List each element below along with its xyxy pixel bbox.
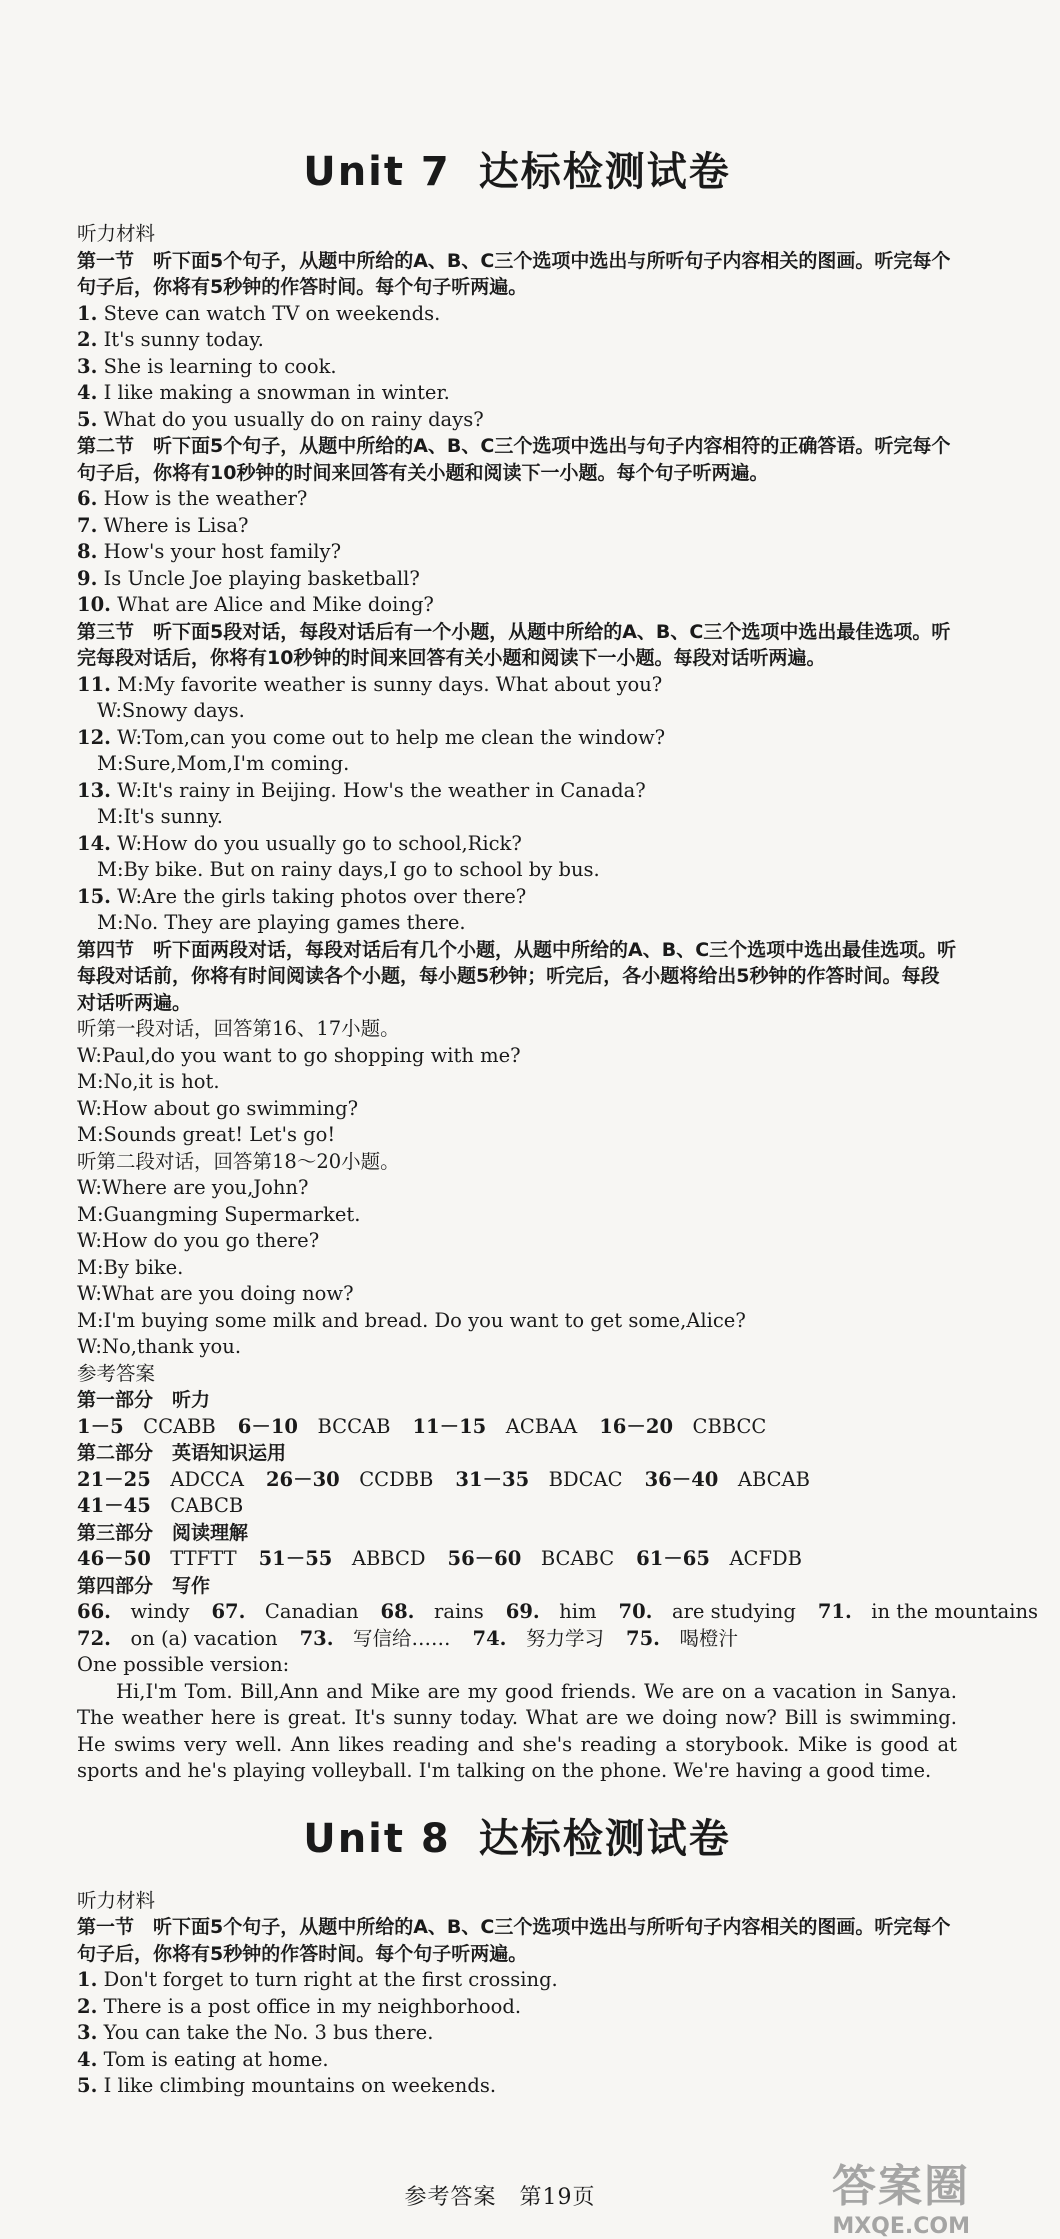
answer-group [448,1547,615,1570]
answer-group [412,1415,577,1438]
answer-value: BCCAB [317,1414,391,1438]
unit8-title-unit: Unit 8 [303,1815,451,1862]
version-label: One possible version: [77,1653,290,1676]
answer-group [238,1415,391,1438]
dialogue-item-line [77,831,957,858]
dialogue-line: M:No,it is hot. [77,1070,220,1093]
dialogue-reply-line: M:Sure,Mom,I'm coming. [97,752,350,775]
answer-value: 努力学习 [525,1626,604,1650]
unit8-listening-label: 听力材料 [77,1888,156,1912]
item-text: It's sunny today. [103,328,264,351]
answer-group [381,1600,484,1623]
item-number: 1. [77,1968,98,1991]
unit7-section2-list [77,486,957,619]
part3-label: 第三部分 阅读理解 [77,1521,249,1544]
dialogue-line: M:Guangming Supermarket. [77,1202,361,1226]
item-number: 1. [77,301,98,325]
item-text: How's your host family? [103,540,342,563]
dialogue-line: M:By bike. [77,1255,184,1279]
answer-group [211,1600,358,1623]
item-number: 3. [77,354,98,378]
numbered-item [77,301,957,328]
unit7-section4-instructions: 第四节 听下面两段对话，每段对话后有几个小题，从题中所给的A、B、C三个选项中选出最佳选项。听每段对话前，你将有时间阅读各个小题，每小题5秒钟；听完后，各小题将给出5秒钟的作答时间。每段对话听两遍。 [77,938,957,1014]
answer-value: ADCCA [170,1467,244,1491]
item-text: W:Are the girls taking photos over there? [117,884,527,908]
item-text: W:Tom,can you come out to help me clean the window? [117,725,666,749]
numbered-item [77,354,957,381]
answer-group [77,1494,243,1517]
answer-range: 61－65 [636,1547,710,1570]
answer-value: BCABC [540,1547,615,1570]
numbered-item [77,327,957,354]
answer-range: 41－45 [77,1494,151,1517]
item-text: I like making a snowman in winter. [103,381,450,404]
answer-range: 21－25 [77,1467,151,1491]
dialogue2-label: 听第二段对话，回答第18～20小题。 [77,1149,400,1173]
item-text: There is a post office in my neighborhood. [103,1994,522,2018]
answer-group [266,1468,433,1491]
answer-value: windy [130,1600,190,1623]
answer-group [300,1627,451,1650]
essay-paragraph: Hi,I'm Tom. Bill,Ann and Mike are my good friends. We are on a vacation in Sanya. The weather here is great. It's sunny today. What are we doing now? Bill is swimming. He swims very well. Ann likes reading and she's reading a storybook. Mike is good at sports and he's playing volleyball. I'm talking on the phone. We're having a good time. [77,1679,957,1782]
dialogue-reply-line: M:By bike. But on rainy days,I go to school by bus. [97,858,600,881]
part4-label: 第四部分 写作 [77,1574,211,1597]
page-footer: 参考答案 第19页 [404,2185,596,2210]
answer-group [77,1547,237,1570]
answer-value: BDCAC [548,1467,623,1491]
item-text: I like climbing mountains on weekends. [103,2074,497,2097]
item-number: 11. [77,672,111,696]
part3-answers [77,1546,957,1573]
dialogue1-lines [77,1043,957,1149]
answer-group [636,1547,802,1570]
page-content [77,140,1039,2100]
dialogue-item-line [77,725,957,752]
answer-value: CCDBB [359,1467,434,1491]
item-text: Tom is eating at home. [103,2047,329,2071]
dialogue2-lines [77,1175,957,1361]
answer-value: CBBCC [692,1414,767,1438]
part4-answers-row2 [77,1626,957,1653]
numbered-item [77,486,957,513]
part2-answers-row2 [77,1493,957,1520]
dialogue-item-line [77,672,957,699]
unit7-title-text: 达标检测试卷 [478,149,731,195]
unit7-section1-instructions: 第一节 听下面5个句子，从题中所给的A、B、C三个选项中选出与所听句子内容相关的图画。听完每个句子后，你将有5秒钟的作答时间。每个句子听两遍。 [77,249,951,298]
item-number: 9. [77,566,98,590]
answer-range: 67. [211,1600,246,1623]
watermark-text: 答案圈 [832,2161,970,2212]
item-number: 4. [77,2047,98,2071]
numbered-item [77,380,957,407]
item-number: 14. [77,831,111,855]
dialogue-line: W:Paul,do you want to go shopping with me? [77,1043,521,1067]
item-text: Don't forget to turn right at the first crossing. [103,1968,558,1991]
item-text: W:It's rainy in Beijing. How's the weather in Canada? [117,778,646,802]
part1-answers [77,1414,957,1441]
item-number: 4. [77,381,98,404]
part2-label: 第二部分 英语知识运用 [77,1442,287,1464]
numbered-item [77,407,957,434]
dialogue-reply-line: M:It's sunny. [97,805,223,828]
item-text: Steve can watch TV on weekends. [103,301,441,325]
answer-range: 51－55 [258,1547,333,1570]
answer-value: ACFDB [729,1547,802,1570]
answer-value: ACBAA [505,1414,578,1438]
dialogue1-label: 听第一段对话，回答第16、17小题。 [77,1017,400,1040]
answer-range: 66. [77,1600,111,1623]
answer-value: TTFTT [170,1547,237,1570]
item-number: 15. [77,884,111,908]
numbered-item [77,513,957,540]
answer-group [599,1415,766,1438]
answer-group [259,1547,426,1570]
answer-range: 74. [472,1626,507,1650]
unit7-section3-list [77,672,957,937]
item-number: 2. [77,1994,98,2018]
dialogue-line: M:Sounds great! Let's go! [77,1123,336,1146]
unit8-section1-list [77,1967,957,2100]
answer-range: 69. [505,1600,540,1623]
item-number: 8. [77,540,98,563]
answer-group [626,1627,738,1650]
answer-group [645,1468,810,1491]
answer-range: 70. [618,1600,653,1623]
item-text: W:How do you usually go to school,Rick? [117,831,522,855]
item-text: Is Uncle Joe playing basketball? [103,566,420,590]
answer-range: 72. [77,1626,111,1650]
answer-range: 46－50 [77,1547,151,1570]
dialogue-line: W:Where are you,John? [77,1176,309,1199]
watermark-logo [770,2150,970,2239]
unit8-title [77,1807,957,1864]
dialogue-line: W:What are you doing now? [77,1282,354,1305]
dialogue-line: W:How do you go there? [77,1229,320,1252]
answer-value: 写信给…… [353,1626,451,1650]
dialogue-reply-line: W:Snowy days. [97,699,245,722]
answer-group [619,1600,796,1623]
answer-range: 75. [626,1626,660,1650]
answer-range: 16－20 [599,1414,674,1438]
answer-range: 26－30 [265,1467,340,1491]
answer-value: are studying [671,1600,796,1623]
item-number: 13. [77,778,111,802]
part2-answers-row1 [77,1467,957,1494]
answer-value: 喝橙汁 [679,1626,738,1650]
answer-group [473,1627,604,1650]
item-number: 6. [77,487,98,510]
item-number: 2. [77,328,98,351]
item-number: 12. [77,725,111,749]
numbered-item [77,566,957,593]
answer-group [506,1600,597,1623]
item-text: What do you usually do on rainy days? [103,407,484,431]
numbered-item [77,2020,957,2047]
unit7-title-unit: Unit 7 [303,149,451,195]
answer-value: rains [434,1600,484,1623]
item-text: Where is Lisa? [103,513,249,537]
answer-range: 36－40 [644,1467,719,1491]
watermark-url: MXQE.COM [832,2214,970,2239]
answer-range: 6－10 [237,1414,298,1438]
answer-group [77,1468,244,1491]
answer-value: on (a) vacation [130,1626,278,1650]
answer-value: ABBCD [351,1547,426,1570]
answer-range: 31－35 [455,1467,530,1491]
item-number: 5. [77,2074,98,2097]
answer-group [77,1600,189,1623]
item-text: How is the weather? [103,487,308,510]
item-number: 7. [77,513,98,537]
answer-value: ABCAB [737,1467,810,1491]
numbered-item [77,2047,957,2074]
answer-range: 11－15 [412,1414,487,1438]
unit7-listening-label: 听力材料 [77,222,156,245]
answer-range: 1－5 [77,1414,124,1438]
numbered-item [77,2073,957,2100]
unit7-title [77,140,957,197]
numbered-item [77,1967,957,1994]
item-number: 3. [77,2021,98,2044]
answer-value: CABCB [170,1494,244,1517]
item-text: She is learning to cook. [103,354,337,378]
unit7-section1-list [77,301,957,434]
dialogue-line: W:No,thank you. [77,1335,242,1358]
dialogue-line: M:I'm buying some milk and bread. Do you want to get some,Alice? [77,1308,746,1332]
dialogue-reply-line: M:No. They are playing games there. [97,911,466,934]
numbered-item [77,539,957,566]
answer-group [818,1600,1038,1623]
answer-group [77,1415,216,1438]
part4-answers-row1 [77,1599,1039,1626]
answer-key-label: 参考答案 [77,1361,156,1385]
item-number: 5. [77,407,98,431]
item-text: You can take the No. 3 bus there. [103,2021,434,2044]
answer-value: in the mountains [871,1600,1039,1623]
dialogue-item-line [77,778,957,805]
answer-range: 71. [817,1600,852,1623]
answer-value: him [559,1600,597,1623]
item-text: M:My favorite weather is sunny days. What about you? [117,672,663,696]
dialogue-line: W:How about go swimming? [77,1096,359,1120]
answer-range: 73. [299,1626,334,1650]
unit7-section3-instructions: 第三节 听下面5段对话，每段对话后有一个小题，从题中所给的A、B、C三个选项中选出最佳选项。听完每段对话后，你将有10秒钟的时间来回答有关小题和阅读下一小题。每段对话听两遍。 [77,620,951,669]
answer-group [77,1627,278,1650]
item-text: What are Alice and Mike doing? [117,593,434,616]
numbered-item [77,592,957,619]
answer-group [455,1468,622,1491]
answer-range: 68. [380,1600,415,1623]
answer-range: 56－60 [447,1547,522,1570]
answer-value: Canadian [264,1600,359,1623]
unit8-section1-instructions: 第一节 听下面5个句子，从题中所给的A、B、C三个选项中选出与所听句子内容相关的图画。听完每个句子后，你将有5秒钟的作答时间。每个句子听两遍。 [77,1916,951,1965]
unit8-title-text: 达标检测试卷 [478,1815,731,1862]
part1-label: 第一部分 听力 [77,1389,211,1411]
dialogue-item-line [77,884,957,911]
item-number: 10. [77,593,111,616]
answer-value: CCABB [143,1414,216,1438]
numbered-item [77,1994,957,2021]
unit7-section2-instructions: 第二节 听下面5个句子，从题中所给的A、B、C三个选项中选出与句子内容相符的正确答语。听完每个句子后，你将有10秒钟的时间来回答有关小题和阅读下一小题。每个句子听两遍。 [77,435,951,484]
